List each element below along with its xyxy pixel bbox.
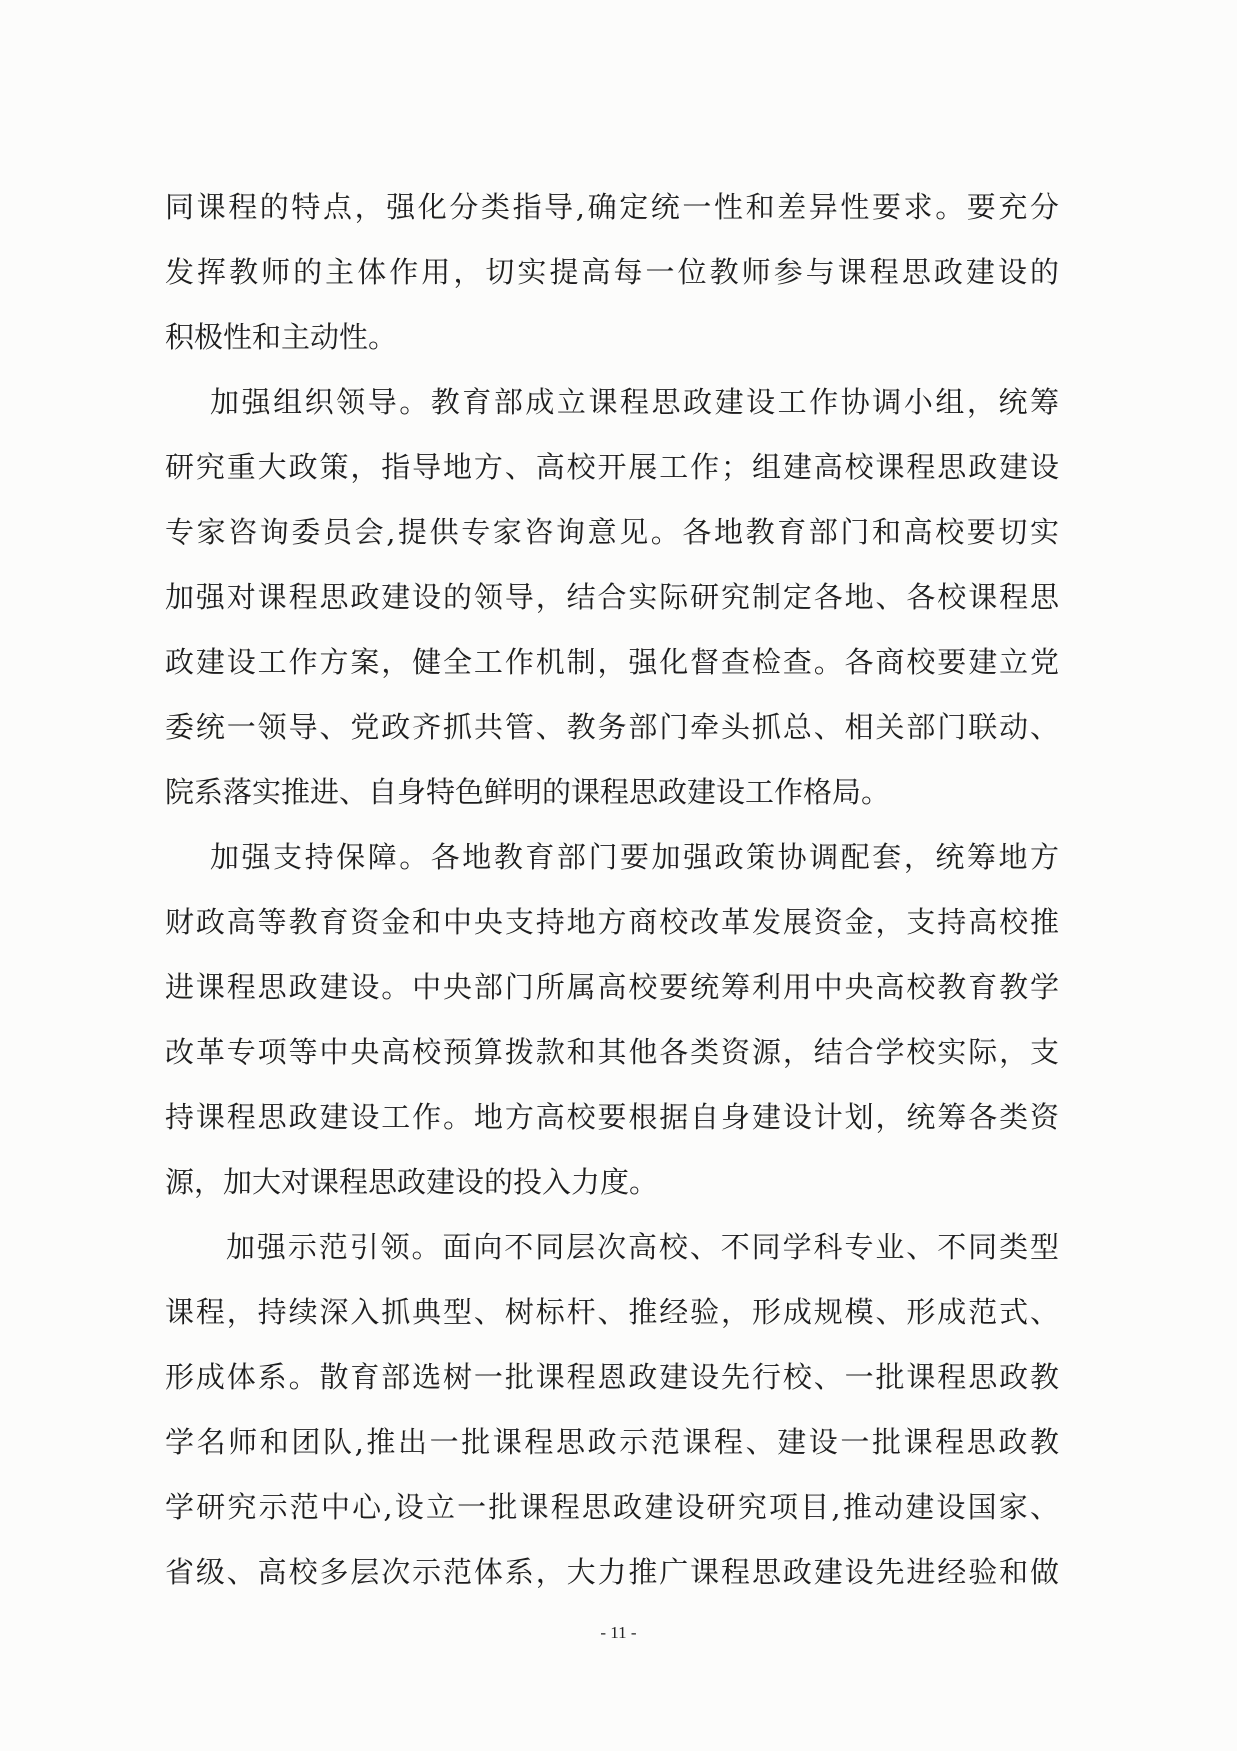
paragraph — [165, 175, 1059, 370]
text-line: 研究重大政策，指导地方、高校开展工作；组建高校课程思政建设 — [165, 450, 1059, 484]
text-line: 进课程思政建设。中央部门所属高校要统筹利用中央高校教育教学 — [165, 970, 1059, 1004]
text-line: 院系落实推进、自身特色鲜明的课程思政建设工作格局。 — [165, 775, 891, 809]
text-line: 积极性和主动性。 — [165, 320, 398, 354]
text-line: 形成体系。散育部选树一批课程恩政建设先行校、一批课程思政教 — [165, 1360, 1059, 1394]
paragraph — [165, 825, 1059, 1215]
text-line: 发挥教师的主体作用，切实提高每一位教师参与课程思政建设的 — [165, 255, 1059, 289]
text-line: 课程，持续深入抓典型、树标杆、推经验，形成规模、形成范式、 — [165, 1295, 1059, 1329]
paragraph — [165, 370, 1059, 825]
text-line: 学研究示范中心,设立一批课程思政建设研究项目,推动建设国家、 — [165, 1490, 1059, 1524]
text-line: 加强对课程思政建设的领导，结合实际研究制定各地、各校课程思 — [165, 580, 1059, 614]
page-number: - 11 - — [600, 1623, 637, 1642]
text-line: 持课程思政建设工作。地方高校要根据自身建设计划，统筹各类资 — [165, 1100, 1059, 1134]
text-line: 政建设工作方案，健全工作机制，强化督查检查。各商校要建立党 — [165, 645, 1059, 679]
text-line: 加强支持保障。各地教育部门要加强政策协调配套，统筹地方 — [210, 840, 1059, 874]
text-line: 省级、高校多层次示范体系，大力推广课程思政建设先进经验和做 — [165, 1555, 1059, 1589]
text-line: 学名师和团队,推出一批课程思政示范课程、建设一批课程思政教 — [165, 1425, 1059, 1459]
text-line: 专家咨询委员会,提供专家咨询意见。各地教育部门和高校要切实 — [165, 515, 1059, 549]
text-line: 源，加大对课程思政建设的投入力度。 — [165, 1165, 659, 1199]
text-line: 委统一领导、党政齐抓共管、教务部门牵头抓总、相关部门联动、 — [165, 710, 1059, 744]
body-text — [165, 175, 1059, 1605]
text-line: 加强组织领导。教育部成立课程思政建设工作协调小组，统筹 — [210, 385, 1059, 419]
text-line: 加强示范引领。面向不同层次高校、不同学科专业、不同类型 — [226, 1230, 1059, 1264]
text-line: 改革专项等中央高校预算拨款和其他各类资源，结合学校实际，支 — [165, 1035, 1059, 1069]
paragraph — [165, 1215, 1059, 1605]
text-line: 财政高等教育资金和中央支持地方商校改革发展资金，支持高校推 — [165, 905, 1059, 939]
text-line: 同课程的特点，强化分类指导,确定统一性和差异性要求。要充分 — [165, 190, 1059, 224]
